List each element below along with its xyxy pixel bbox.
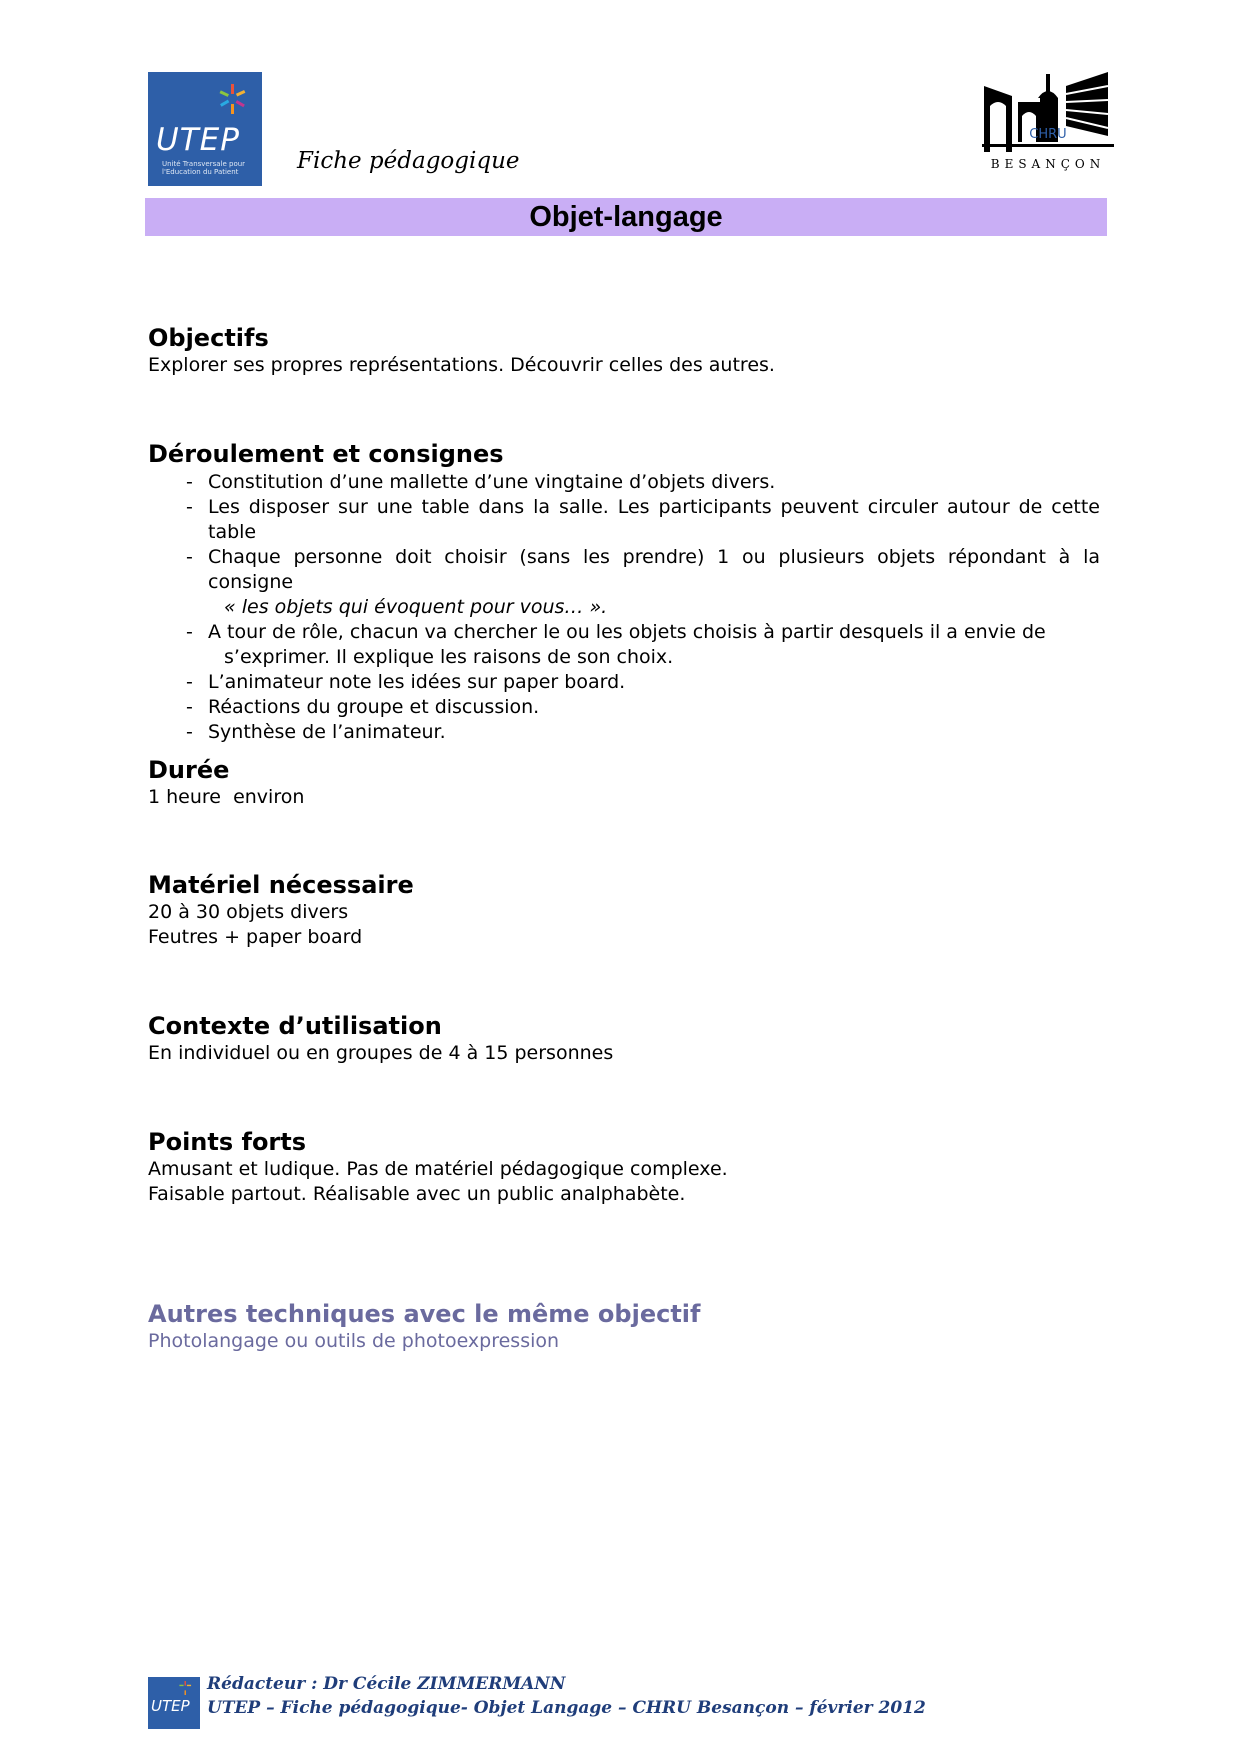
autres-text: Photolangage ou outils de photoexpression bbox=[148, 1330, 560, 1352]
pinwheel-icon bbox=[218, 84, 246, 114]
contexte-heading: Contexte d’utilisation bbox=[148, 1012, 442, 1040]
page-title: Objet-langage bbox=[529, 200, 723, 233]
list-item: - Les disposer sur une table dans la salle. Les participants peuvent circuler autour de cette table bbox=[186, 496, 1100, 543]
fiche-label: Fiche pédagogique bbox=[297, 148, 520, 174]
autres-heading: Autres techniques avec le même objectif bbox=[148, 1300, 701, 1328]
contexte-text: En individuel ou en groupes de 4 à 15 personnes bbox=[148, 1042, 614, 1064]
pinwheel-icon bbox=[178, 1681, 192, 1695]
objectifs-heading: Objectifs bbox=[148, 324, 269, 352]
points-heading: Points forts bbox=[148, 1128, 307, 1156]
list-item: - Réactions du groupe et discussion. bbox=[186, 696, 540, 718]
footer-line-1: Rédacteur : Dr Cécile ZIMMERMANN bbox=[207, 1674, 566, 1694]
materiel-line-2: Feutres + paper board bbox=[148, 926, 363, 948]
footer-line-2: UTEP – Fiche pédagogique- Objet Langage – CHRU Besançon – février 2012 bbox=[207, 1698, 926, 1718]
footer-text bbox=[207, 1672, 926, 1720]
chru-label: CHRU bbox=[1029, 127, 1067, 142]
chru-city: BESANÇON bbox=[990, 157, 1106, 171]
deroulement-heading: Déroulement et consignes bbox=[148, 440, 504, 468]
list-item: - Constitution d’une mallette d’une vingtaine d’objets divers. bbox=[186, 471, 776, 493]
points-line-1: Amusant et ludique. Pas de matériel pédagogique complexe. bbox=[148, 1158, 728, 1180]
list-item: - A tour de rôle, chacun va chercher le ou les objets choisis à partir desquels il a envie de s’exprimer. Il explique les raisons de son choix. bbox=[186, 621, 1046, 668]
points-line-2: Faisable partout. Réalisable avec un public analphabète. bbox=[148, 1183, 686, 1205]
objectifs-text: Explorer ses propres représentations. Découvrir celles des autres. bbox=[148, 354, 775, 376]
list-item: - L’animateur note les idées sur paper board. bbox=[186, 671, 626, 693]
list-item: - Chaque personne doit choisir (sans les prendre) 1 ou plusieurs objets répondant à la consigne « les objets qui évoquent pour vous… ». bbox=[186, 546, 1100, 618]
deroulement-list bbox=[186, 470, 1100, 745]
duree-heading: Durée bbox=[148, 756, 230, 784]
title-band bbox=[145, 198, 1107, 236]
duree-text: 1 heure environ bbox=[148, 786, 305, 808]
utep-logo bbox=[148, 72, 262, 186]
footer-utep-brand: UTEP bbox=[151, 1697, 190, 1715]
list-item: - Synthèse de l’animateur. bbox=[186, 721, 446, 743]
utep-tagline: Unité Transversale pour l'Education du Patient bbox=[162, 160, 246, 176]
materiel-line-1: 20 à 30 objets divers bbox=[148, 901, 349, 923]
footer-utep-logo bbox=[148, 1677, 200, 1729]
materiel-heading: Matériel nécessaire bbox=[148, 871, 414, 899]
utep-brand: UTEP bbox=[156, 122, 240, 158]
